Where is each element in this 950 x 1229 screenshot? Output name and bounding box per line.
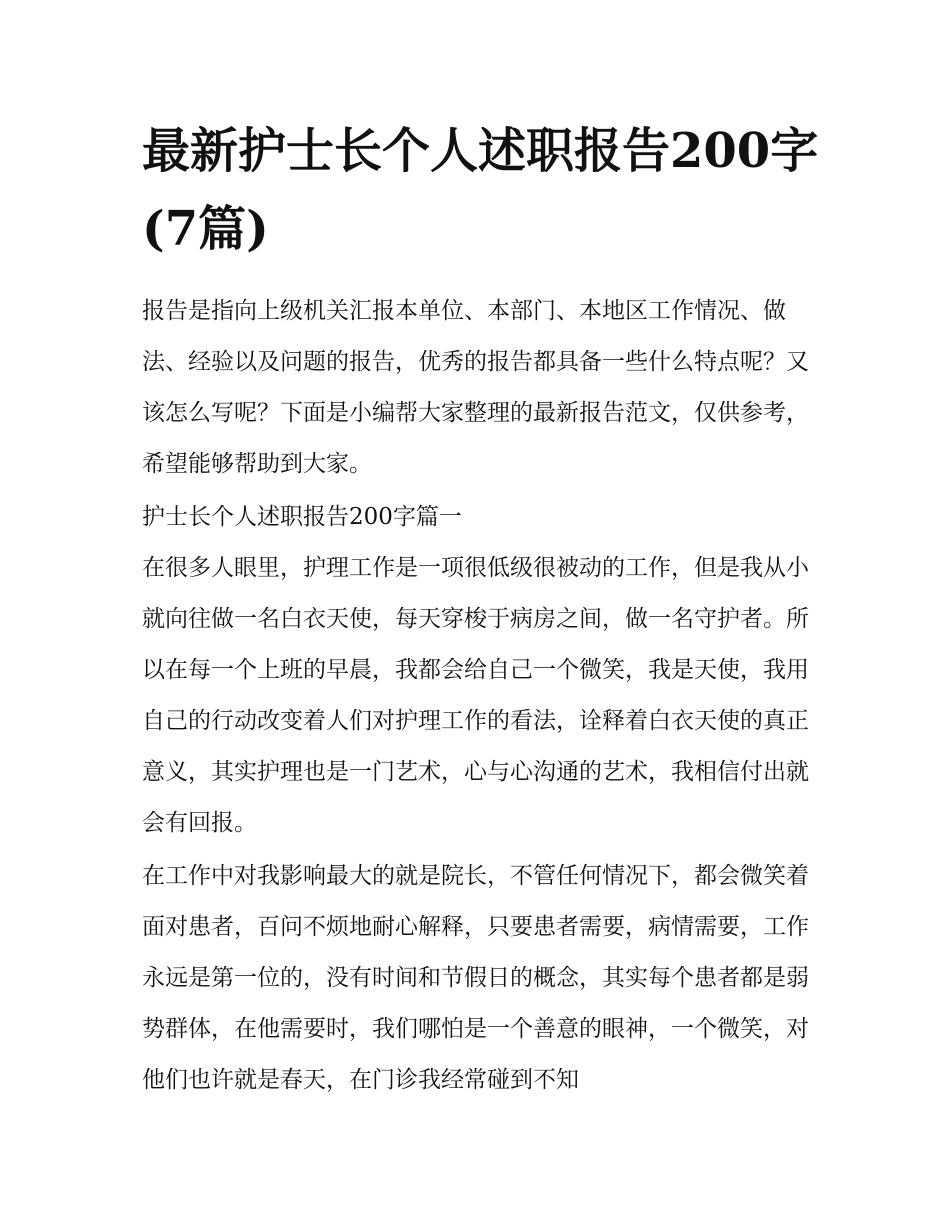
document-content [142, 112, 822, 1106]
body-paragraph: 在工作中对我影响最大的就是院长，不管任何情况下，都会微笑着面对患者，百问不烦地耐心解释，只要患者需要，病情需要，工作永远是第一位的，没有时间和节假日的概念，其实每个患者都是弱势群体，在他需要时，我们哪怕是一个善意的眼神，一个微笑，对他们也许就是春天，在门诊我经常碰到不知 [142, 863, 809, 1093]
section-heading: 护士长个人述职报告200字篇一 [142, 504, 462, 530]
intro-paragraph: 报告是指向上级机关汇报本单位、本部门、本地区工作情况、做法、经验以及问题的报告，优秀的报告都具备一些什么特点呢？又该怎么写呢？下面是小编帮大家整理的最新报告范文，仅供参考，希望能够帮助到大家。 [142, 298, 809, 477]
body-paragraph: 在很多人眼里，护理工作是一项很低级很被动的工作，但是我从小就向往做一名白衣天使，每天穿梭于病房之间，做一名守护者。所以在每一个上班的早晨，我都会给自己一个微笑，我是天使，我用自己的行动改变着人们对护理工作的看法，诠释着白衣天使的真正意义，其实护理也是一门艺术，心与心沟通的艺术，我相信付出就会有回报。 [142, 555, 809, 836]
document-title: 最新护士长个人述职报告200字(7篇) [142, 123, 819, 257]
